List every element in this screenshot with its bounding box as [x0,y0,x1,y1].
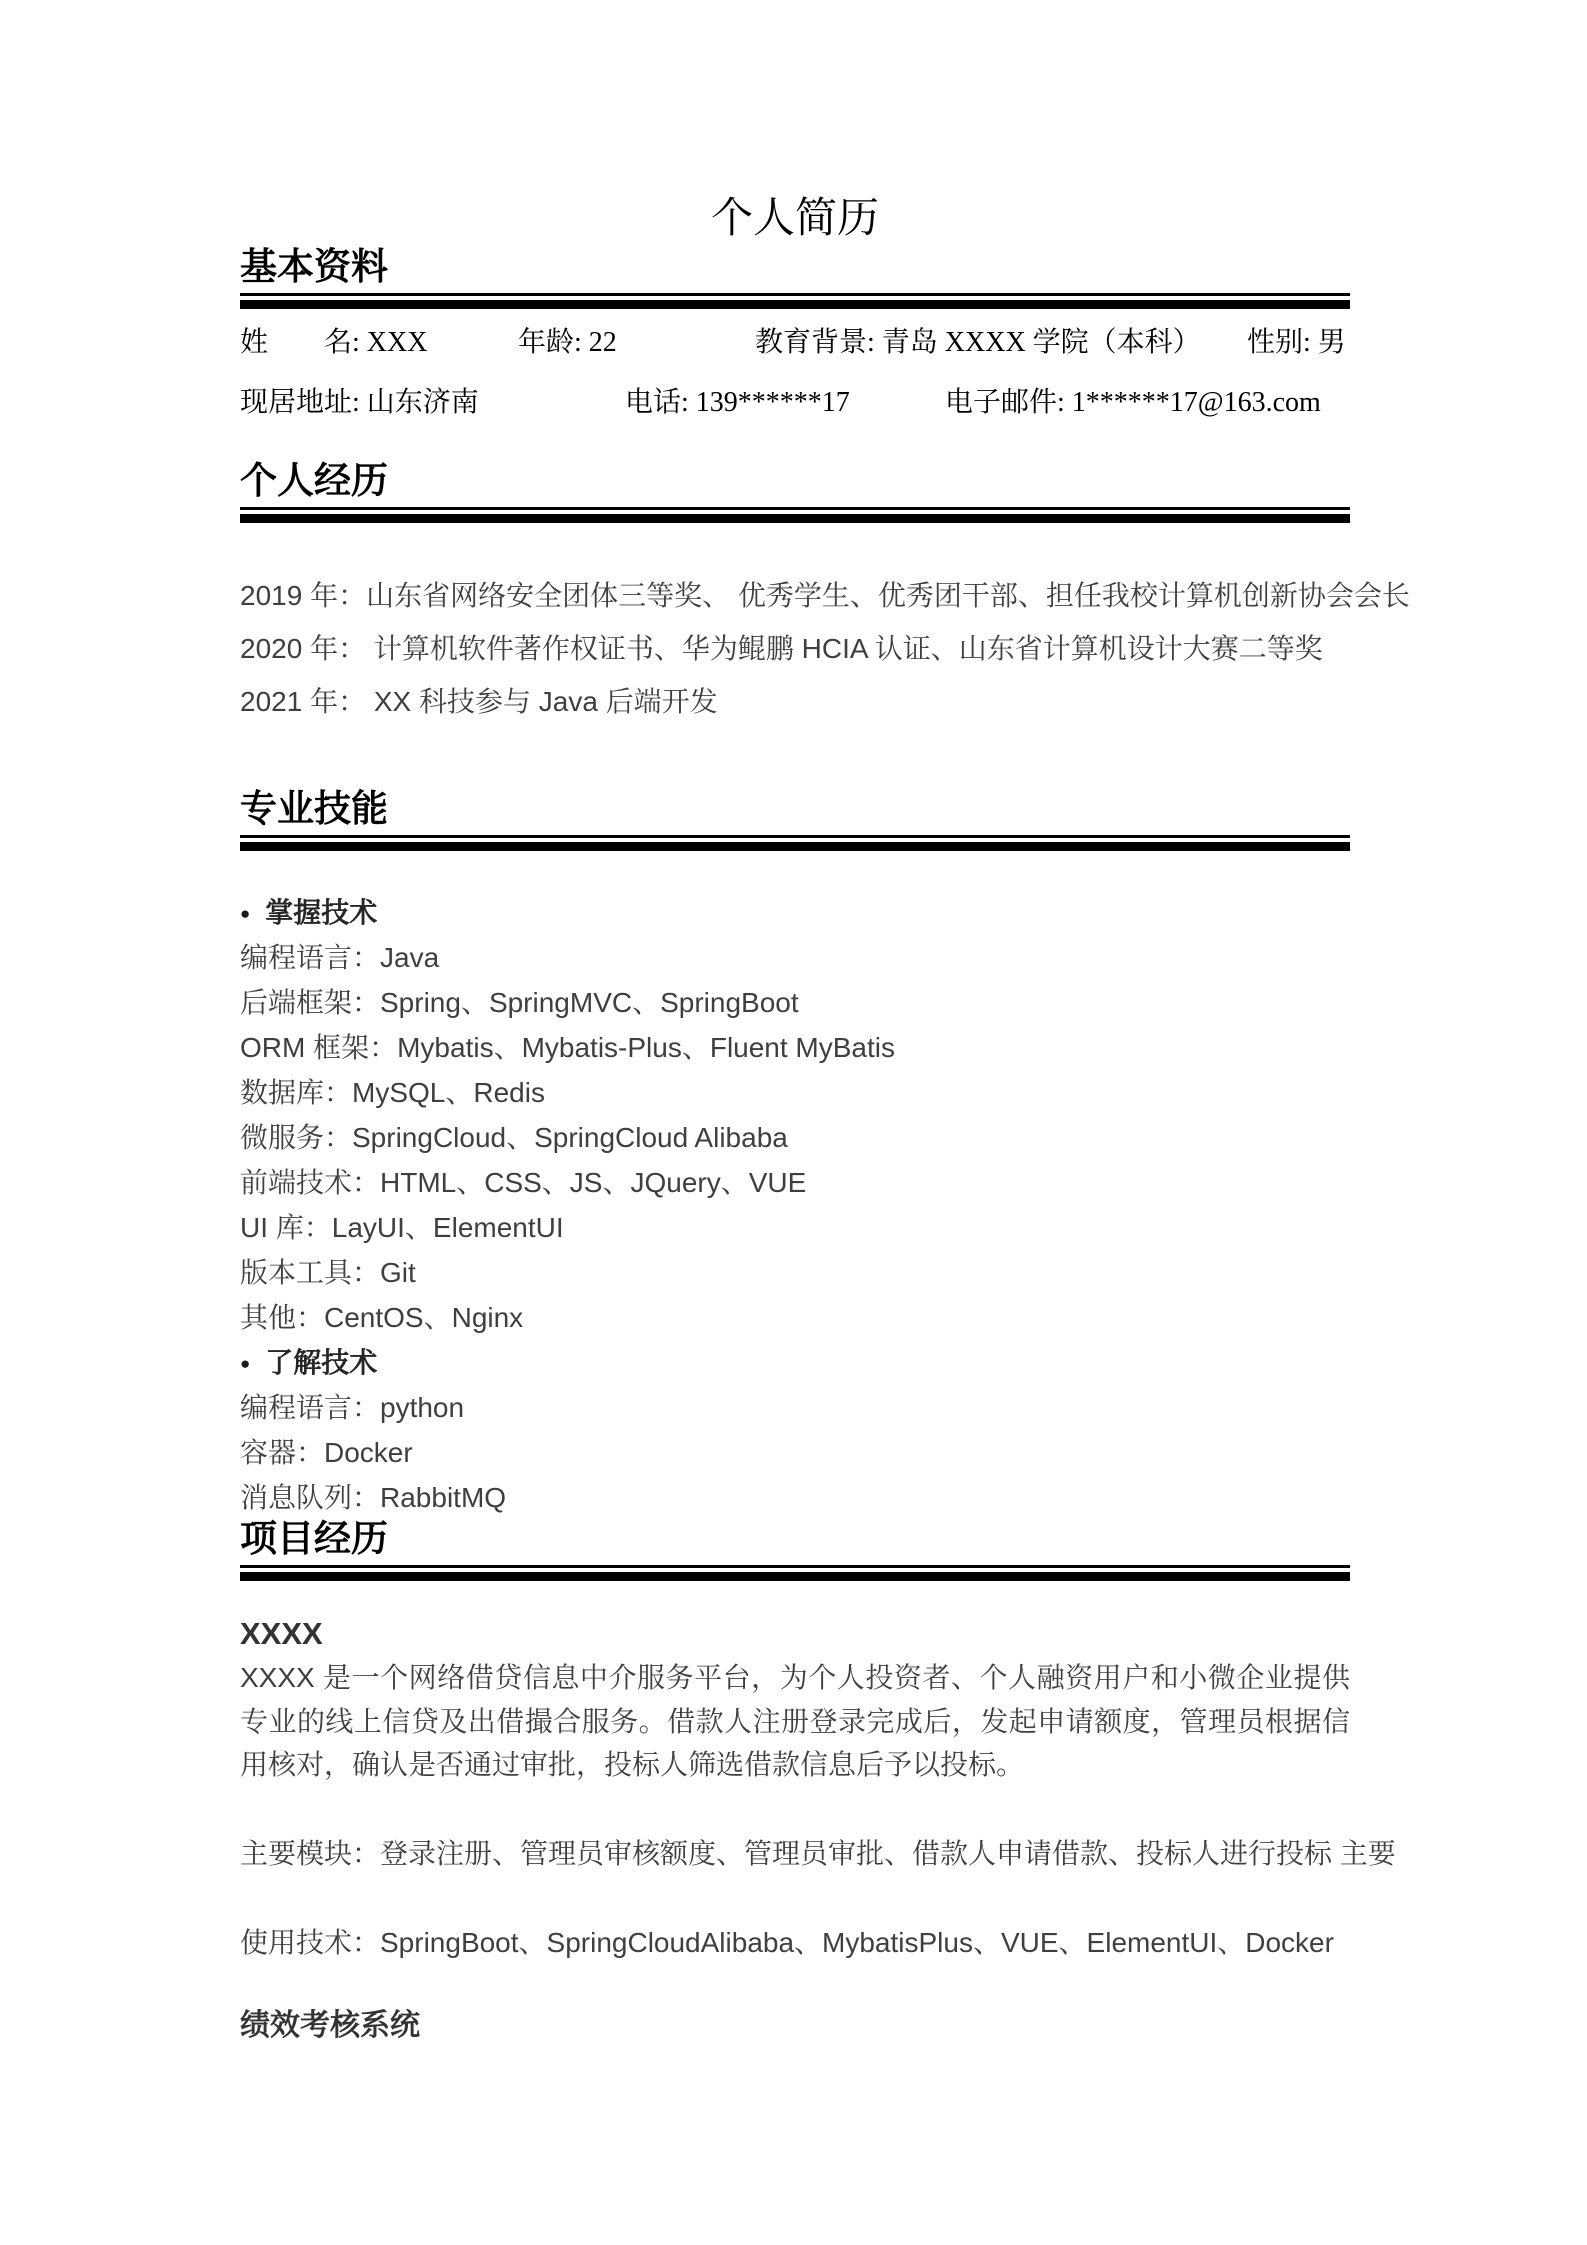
skill-item-language: 编程语言：Java [240,942,440,973]
bullet-icon: ● [240,904,251,923]
section-skills [240,788,1350,851]
age-field: 年龄: 22 [518,327,617,358]
experience-line-2019: 2019 年：山东省网络安全团体三等奖、 优秀学生、优秀团干部、担任我校计算机创新协会会长 [240,580,1410,611]
skill-item-microservice: 微服务：SpringCloud、SpringCloud Alibaba [240,1122,788,1153]
basic-info-row-2 [240,380,1350,416]
section-rule [240,842,1350,851]
address-field: 现居地址: 山东济南 [240,387,479,418]
skill-item-ui-lib: UI 库：LayUI、ElementUI [240,1212,564,1243]
page-title: 个人简历 [710,196,879,242]
project-1-description: XXXX 是一个网络借贷信息中介服务平台，为个人投资者、个人融资用户和小微企业提供专业的线上信贷及出借撮合服务。借款人注册登录完成后，发起申请额度，管理员根据信用核对，确认是否通过审批，投标人筛选借款信息后予以投标。 [240,1662,1350,1780]
project-2-name: 绩效考核系统 [240,2009,420,2042]
skills-list [240,890,1350,1520]
skill-item-mq: 消息队列：RabbitMQ [240,1482,507,1513]
phone-field: 电话: 139******17 [625,387,850,418]
bullet-icon: ● [240,1354,251,1373]
name-field: 姓 名: XXX [240,327,428,358]
skill-item-container: 容器：Docker [240,1437,413,1468]
section-rule [240,300,1350,309]
email-field: 电子邮件: 1******17@163.com [945,387,1321,418]
project-1-name: XXXX [240,1616,323,1651]
education-field: 教育背景: 青岛 XXXX 学院（本科） [755,327,1201,358]
skill-group-familiar [240,1340,1350,1385]
experience-list [240,569,1410,728]
skill-item-database: 数据库：MySQL、Redis [240,1077,545,1108]
skill-item-frontend: 前端技术：HTML、CSS、JS、JQuery、VUE [240,1167,807,1198]
skill-group-label: 了解技术 [265,1347,378,1378]
skill-item-python: 编程语言：python [240,1392,465,1423]
gender-field: 性别: 男 [1247,327,1346,358]
section-projects [240,1518,1350,1581]
skill-item-backend: 后端框架：Spring、SpringMVC、SpringBoot [240,987,799,1018]
section-projects-heading: 项目经历 [240,1518,1350,1568]
skill-group-label: 掌握技术 [265,897,378,928]
section-basic-info [240,246,1350,309]
basic-info-row-1 [240,320,1350,356]
project-1-modules: 主要模块：登录注册、管理员审核额度、管理员审批、借款人申请借款、投标人进行投标 主要 [240,1838,1396,1869]
section-experience-heading: 个人经历 [240,460,1350,510]
experience-line-2020: 2020 年： 计算机软件著作权证书、华为鲲鹏 HCIA 认证、山东省计算机设计大赛二等奖 [240,633,1323,664]
section-experience [240,460,1350,523]
section-rule [240,1572,1350,1581]
skill-group-mastered [240,890,1350,935]
skill-item-vcs: 版本工具：Git [240,1257,416,1288]
section-skills-heading: 专业技能 [240,788,1350,838]
experience-line-2021: 2021 年： XX 科技参与 Java 后端开发 [240,686,718,717]
section-basic-heading: 基本资料 [240,246,1350,296]
skill-item-other: 其他：CentOS、Nginx [240,1302,524,1333]
skill-item-orm: ORM 框架：Mybatis、Mybatis-Plus、Fluent MyBatis [240,1032,896,1063]
project-1-tech: 使用技术：SpringBoot、SpringCloudAlibaba、MybatisPlus、VUE、ElementUI、Docker [240,1927,1334,1958]
section-rule [240,514,1350,523]
